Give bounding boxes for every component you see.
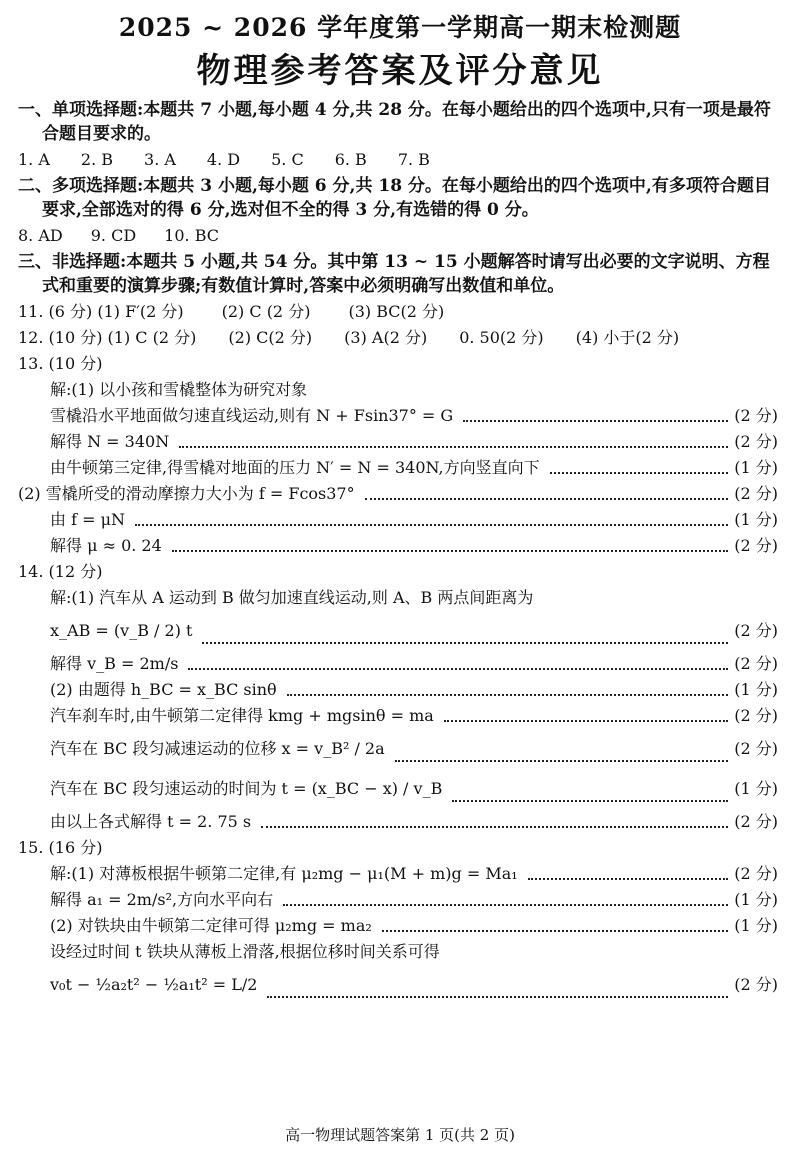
dot-leader	[135, 523, 728, 526]
solution-line	[18, 651, 782, 677]
score-label: (2 分)	[734, 484, 778, 503]
section-1-answers	[18, 147, 782, 173]
solution-line	[18, 507, 782, 533]
solution-line	[18, 861, 782, 887]
answer-item: 1. A	[18, 150, 50, 169]
dot-leader	[188, 667, 728, 670]
solution-line	[18, 729, 782, 769]
score-label: (2 分)	[734, 975, 778, 994]
question-12-answers	[18, 325, 782, 351]
score-label: (1 分)	[734, 890, 778, 909]
dot-leader	[452, 799, 728, 802]
score-label: (2 分)	[734, 706, 778, 725]
section-2-heading: 二、多项选择题:本题共 3 小题,每小题 6 分,共 18 分。在每小题给出的四个选项中,有多项符合题目要求,全部选对的得 6 分,选对但不全的得 3 分,有选错的得 0 分。	[18, 176, 771, 220]
score-label: (1 分)	[734, 510, 778, 529]
answer-item: (2) C(2 分)	[228, 328, 313, 347]
dot-leader	[287, 693, 729, 696]
dot-leader	[463, 419, 728, 422]
solution-line	[18, 403, 782, 429]
answer-item: 11. (6 分) (1) F′(2 分)	[18, 302, 184, 321]
solution-text: 雪橇沿水平地面做匀速直线运动,则有 N + Fsin37° = G	[50, 406, 454, 425]
solution-text: 解得 v_B = 2m/s	[50, 654, 179, 673]
question-13-header: 13. (10 分)	[18, 354, 103, 373]
answer-item: 4. D	[206, 150, 241, 169]
solution-text: 解得 μ ≈ 0. 24	[50, 536, 162, 555]
dot-leader	[365, 497, 729, 500]
dot-leader	[202, 641, 728, 644]
solution-text: 汽车在 BC 段匀减速运动的位移 x = v_B² / 2a	[50, 739, 385, 758]
score-label: (2 分)	[734, 864, 778, 883]
answer-item: 0. 50(2 分)	[459, 328, 544, 347]
solution-line: 解:(1) 以小孩和雪橇整体为研究对象	[50, 380, 308, 399]
solution-text: 汽车刹车时,由牛顿第二定律得 kmg + mgsinθ = ma	[50, 706, 434, 725]
dot-leader	[444, 719, 728, 722]
dot-leader	[261, 825, 728, 828]
score-label: (2 分)	[734, 812, 778, 831]
score-label: (1 分)	[734, 779, 778, 798]
answer-item: 6. B	[334, 150, 367, 169]
dot-leader	[395, 759, 729, 762]
answer-item: 7. B	[397, 150, 430, 169]
question-15-header: 15. (16 分)	[18, 838, 103, 857]
solution-text: (2) 对铁块由牛顿第二定律可得 μ₂mg = ma₂	[50, 916, 372, 935]
solution-text: 解得 a₁ = 2m/s²,方向水平向右	[50, 890, 274, 909]
solution-line	[18, 965, 782, 1005]
score-label: (1 分)	[734, 680, 778, 699]
solution-line	[18, 769, 782, 809]
answer-item: (2) C (2 分)	[221, 302, 311, 321]
answer-item: (3) A(2 分)	[344, 328, 428, 347]
solution-line	[18, 703, 782, 729]
solution-text: 解:(1) 对薄板根据牛顿第二定律,有 μ₂mg − μ₁(M + m)g = Ma₁	[50, 864, 518, 883]
formula-text: v₀t − ½a₂t² − ½a₁t² = L/2	[50, 975, 258, 994]
solution-line: 解:(1) 汽车从 A 运动到 B 做匀加速直线运动,则 A、B 两点间距离为	[50, 588, 534, 607]
solution-line	[18, 481, 782, 507]
solution-text: (2) 雪橇所受的滑动摩擦力大小为 f = Fcos37°	[18, 484, 355, 503]
solution-line	[18, 809, 782, 835]
section-2-answers	[18, 223, 782, 249]
page-footer: 高一物理试题答案第 1 页(共 2 页)	[285, 1126, 515, 1144]
solution-line	[18, 887, 782, 913]
answer-item: (4) 小于(2 分)	[575, 328, 680, 347]
score-label: (2 分)	[734, 739, 778, 758]
solution-text: 由 f = μN	[50, 510, 125, 529]
answer-item: 10. BC	[164, 226, 219, 245]
answer-item: 5. C	[271, 150, 304, 169]
score-label: (1 分)	[734, 458, 778, 477]
section-3-heading: 三、非选择题:本题共 5 小题,共 54 分。其中第 13 ~ 15 小题解答时请写出必要的文字说明、方程式和重要的演算步骤;有数值计算时,答案中必须明确写出数值和单位。	[18, 252, 770, 296]
question-11-answers	[18, 299, 782, 325]
dot-leader	[172, 549, 728, 552]
question-14-header: 14. (12 分)	[18, 562, 103, 581]
dot-leader	[283, 903, 728, 906]
answer-item: (3) BC(2 分)	[348, 302, 445, 321]
score-label: (2 分)	[734, 536, 778, 555]
dot-leader	[550, 471, 729, 474]
dot-leader	[382, 929, 728, 932]
solution-line: 设经过时间 t 铁块从薄板上滑落,根据位移时间关系可得	[50, 942, 440, 961]
score-label: (2 分)	[734, 406, 778, 425]
answer-item: 12. (10 分) (1) C (2 分)	[18, 328, 197, 347]
answer-item: 2. B	[80, 150, 114, 169]
solution-text: 由牛顿第三定律,得雪橇对地面的压力 N′ = N = 340N,方向竖直向下	[50, 458, 540, 477]
answer-item: 3. A	[144, 150, 176, 169]
dot-leader	[179, 445, 728, 448]
score-label: (1 分)	[734, 916, 778, 935]
solution-text: 由以上各式解得 t = 2. 75 s	[50, 812, 252, 831]
solution-line	[18, 429, 782, 455]
solution-text: (2) 由题得 h_BC = x_BC sinθ	[50, 680, 277, 699]
exam-title: 2025 ~ 2026 学年度第一学期高一期末检测题	[118, 13, 682, 42]
solution-line	[18, 611, 782, 651]
score-label: (2 分)	[734, 621, 778, 640]
section-1-heading: 一、单项选择题:本题共 7 小题,每小题 4 分,共 28 分。在每小题给出的四个选项中,只有一项是最符合题目要求的。	[18, 100, 771, 144]
dot-leader	[267, 995, 728, 998]
solution-line	[18, 455, 782, 481]
formula-text: x_AB = (v_B / 2) t	[50, 621, 193, 640]
score-label: (2 分)	[734, 654, 778, 673]
solution-line	[18, 677, 782, 703]
answer-item: 8. AD	[18, 226, 63, 245]
solution-text: 解得 N = 340N	[50, 432, 170, 451]
document-subtitle: 物理参考答案及评分意见	[196, 51, 604, 91]
solution-text: 汽车在 BC 段匀速运动的时间为 t = (x_BC − x) / v_B	[50, 779, 443, 798]
solution-line	[18, 913, 782, 939]
score-label: (2 分)	[734, 432, 778, 451]
solution-line	[18, 533, 782, 559]
answer-item: 9. CD	[90, 226, 137, 245]
dot-leader	[528, 877, 729, 880]
